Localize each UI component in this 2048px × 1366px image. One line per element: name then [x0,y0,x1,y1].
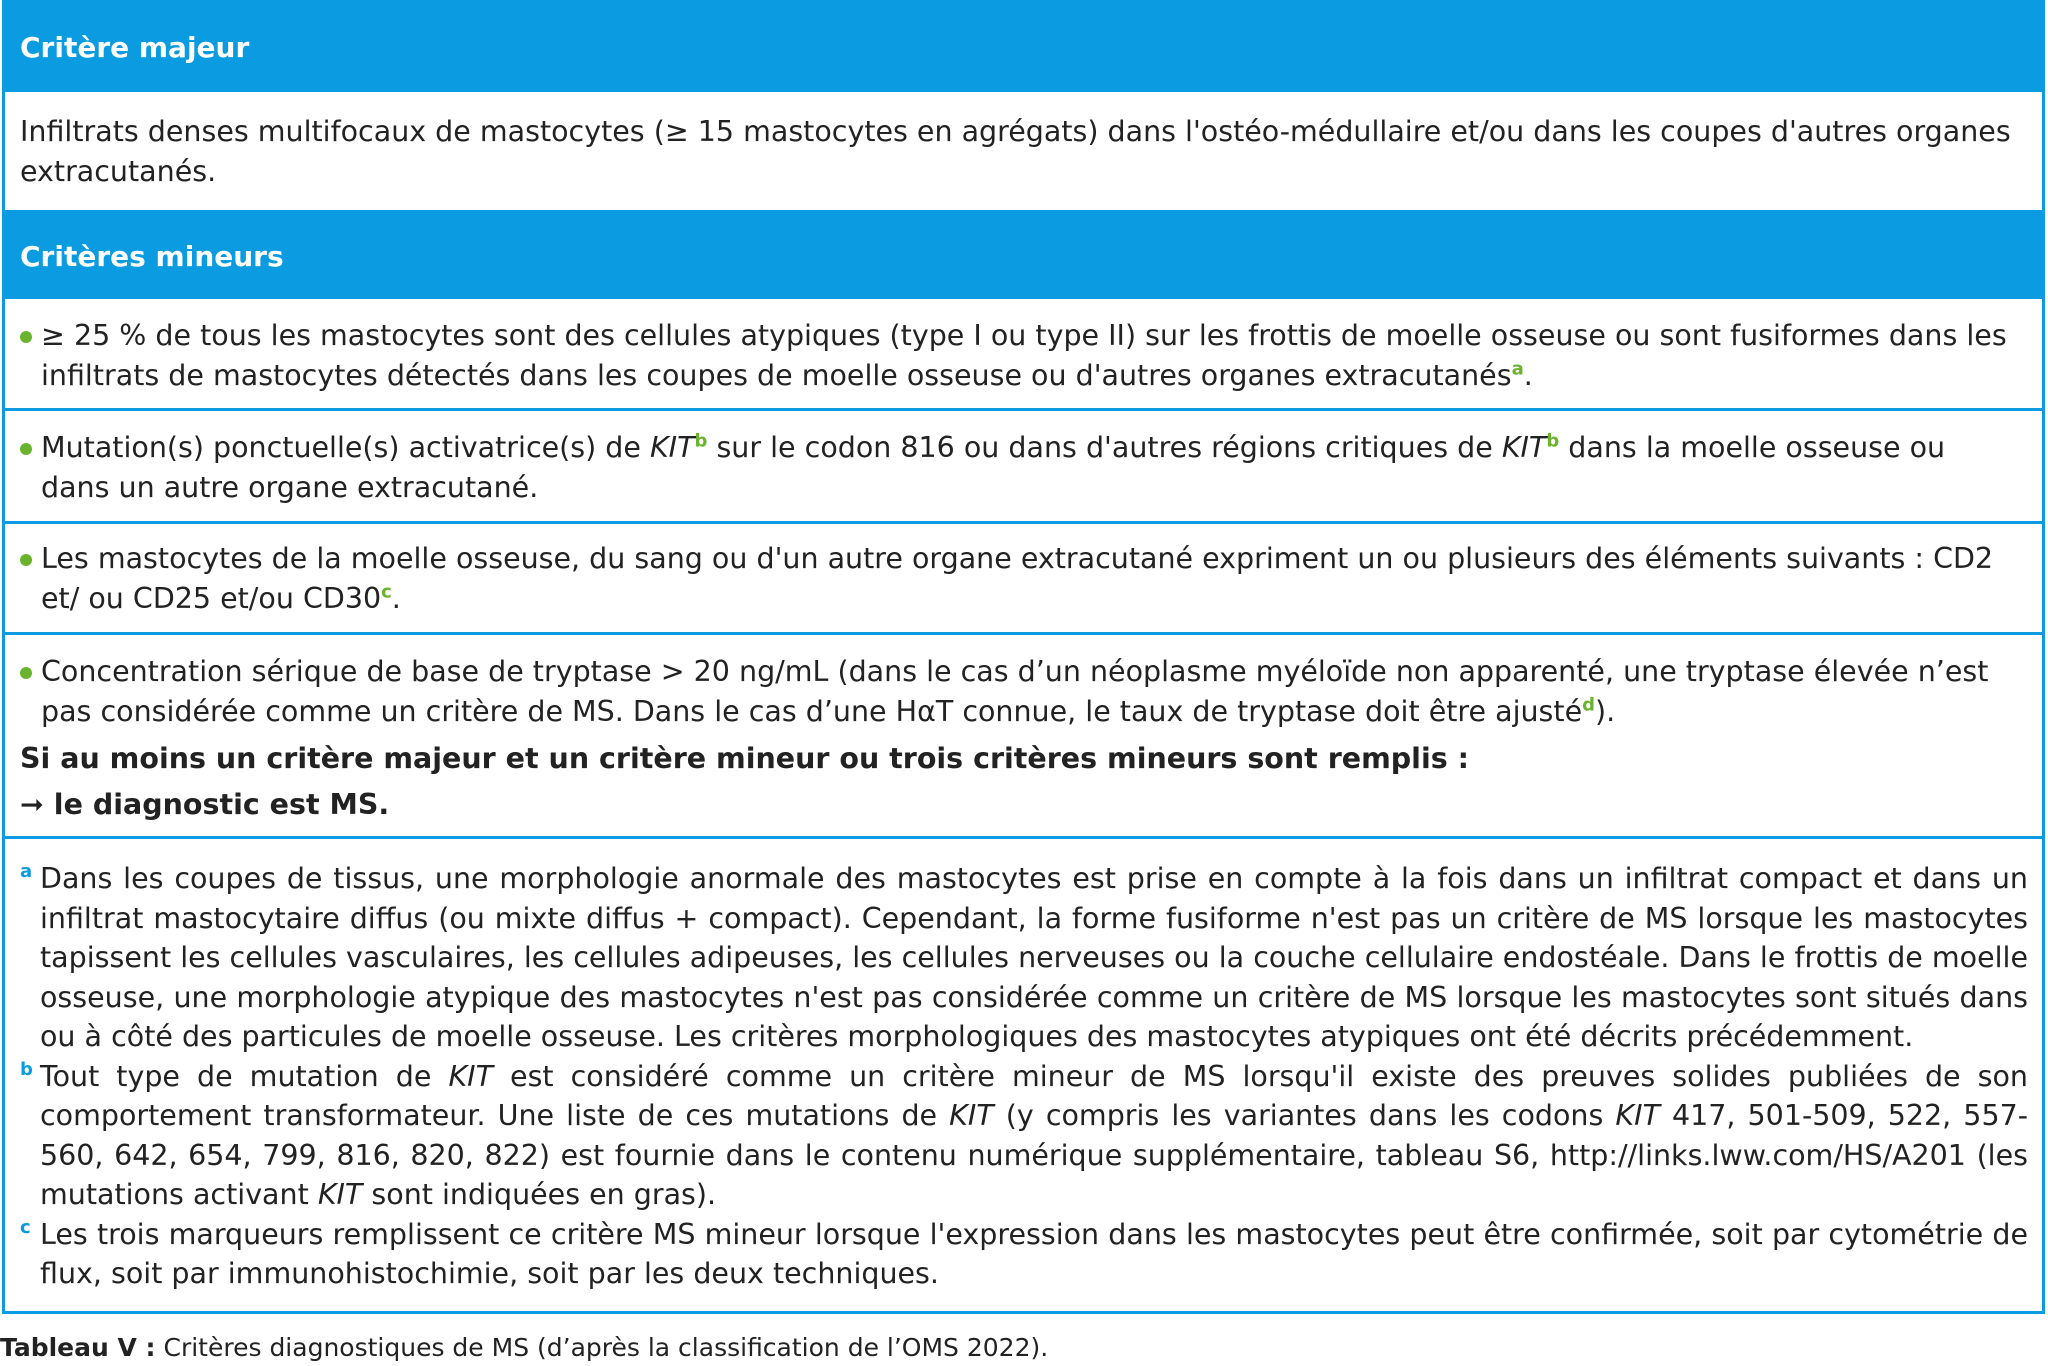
caption-label: Tableau V : [0,1333,156,1362]
footnote-b: b Tout type de mutation de KIT est considéré comme un critère mineur de MS lorsqu'il existe des preuves solides publiées de son comportement transformateur. Une liste de ces mutations de KIT (y compris les variantes dans les codons KIT 417, 501-509, 522, 557-560, 642, 654, 799, 816, 820, 822) est fournie dans le contenu numérique supplémentaire, tableau S6, http://links.lww.com/HS/A201 (les mutations activant KIT sont indiquées en gras). [20,1057,2028,1215]
minor-criterion-4: Concentration sérique de base de tryptase > 20 ng/mL (dans le cas d’un néoplasme myéloïde non apparenté, une tryptase élevée n’est pas considérée comme un critère de MS. Dans le cas d’une HαT connue, le taux de tryptase doit être ajusté$^d$). [20,652,2022,731]
kit-gene: KIT [317,1178,363,1211]
major-criterion-text: Infiltrats denses multifocaux de mastocytes (≥ 15 mastocytes en agrégats) dans l'ostéo-médullaire et/ou dans les coupes d'autres organes extracutanés. [20,115,2011,188]
diagnosis-result: ➞ le diagnostic est MS. [20,787,390,821]
footnote-a-text: Dans les coupes de tissus, une morphologie anormale des mastocytes est prise en compte à la fois dans un infiltrat compact et dans un infiltrat mastocytaire diffus (ou mixte diffus + compact). Cependant, la forme fusiforme n'est pas un critère de MS lorsque les mastocytes tapissent les cellules vasculaires, les cellules adipeuses, les cellules nerveuses ou la couche cellulaire endostéale. Dans le frottis de moelle osseuse, une morphologie atypique des mastocytes n'est pas considérée comme un critère de MS lorsque les mastocytes sont situés dans ou à côté des particules de moelle osseuse. Les critères morphologiques des mastocytes atypiques ont été décrits précédemment. [40,862,2028,1053]
minor-criterion-4-text: Concentration sérique de base de tryptase > 20 ng/mL (dans le cas d’un néoplasme myéloïde non apparenté, une tryptase élevée n’est pas considérée comme un critère de MS. Dans le cas d’une HαT connue, le taux de tryptase doit être ajusté [41,655,1989,728]
footnote-a [20,859,2028,1057]
kit-gene: KIT [649,431,695,464]
kit-gene: KIT [949,1099,994,1132]
criteria-table [2,0,2045,1314]
kit-gene: KIT [1501,431,1547,464]
bullet-dot-icon [20,316,41,395]
footnote-ref-b: b [1546,430,1560,452]
footnote-c [20,1215,2028,1294]
minor-criterion-3-text: Les mastocytes de la moelle osseuse, du sang ou d'un autre organe extracutané expriment un ou plusieurs des éléments suivants : CD2 et/ ou CD25 et/ou CD30 [41,542,1994,615]
bullet-dot-icon [20,428,41,507]
minor-criterion-2: Mutation(s) ponctuelle(s) activatrice(s) de KIT$^b$ sur le codon 816 ou dans d'autres régions critiques de KIT$^b$ dans la moelle osseuse ou dans un autre organe extracutané. [5,411,2042,521]
footnote-ref-d: d [1582,694,1595,715]
diagnosis-rule: Si au moins un critère majeur et un critère mineur ou trois critères mineurs sont remplis : [20,742,1470,775]
minor-criteria-header: Critères mineurs [5,210,2042,299]
minor-criterion-4-and-conclusion [5,635,2042,836]
footnote-c-text: Les trois marqueurs remplissent ce critère MS mineur lorsque l'expression dans les mastocytes peut être confirmée, soit par cytométrie de flux, soit par immunohistochimie, soit par les deux techniques. [40,1217,2028,1290]
footnotes [5,839,2042,1311]
table-caption [0,1333,1048,1362]
footnote-ref-b: b [694,430,708,452]
footnote-ref-c: c [381,581,392,602]
minor-criterion-1-text: ≥ 25 % de tous les mastocytes sont des cellules atypiques (type I ou type II) sur les frottis de moelle osseuse ou sont fusiformes dans les infiltrats de mastocytes détectés dans les coupes de moelle osseuse ou d'autres organes extracutanés [41,319,2007,392]
footnote-marker-b: b [20,1058,33,1080]
bullet-dot-icon [20,539,41,618]
caption-text: Critères diagnostiques de MS (d’après la classification de l’OMS 2022). [155,1333,1049,1362]
footnote-marker-c: c [20,1216,31,1238]
footnote-ref-a: a [1511,358,1524,379]
bullet-dot-icon [20,652,41,731]
major-criterion-row [5,92,2042,210]
minor-criterion-3: Les mastocytes de la moelle osseuse, du sang ou d'un autre organe extracutané expriment un ou plusieurs des éléments suivants : CD2 et/ ou CD25 et/ou CD30$^c$. [5,524,2042,632]
minor-criterion-1: ≥ 25 % de tous les mastocytes sont des cellules atypiques (type I ou type II) sur les frottis de moelle osseuse ou sont fusiformes dans les infiltrats de mastocytes détectés dans les coupes de moelle osseuse ou d'autres organes extracutanés$^a$. [5,299,2042,408]
kit-gene: KIT [1615,1099,1660,1132]
major-criterion-header: Critère majeur [5,3,2042,92]
kit-gene: KIT [448,1059,493,1093]
footnote-marker-a: a [20,861,33,882]
